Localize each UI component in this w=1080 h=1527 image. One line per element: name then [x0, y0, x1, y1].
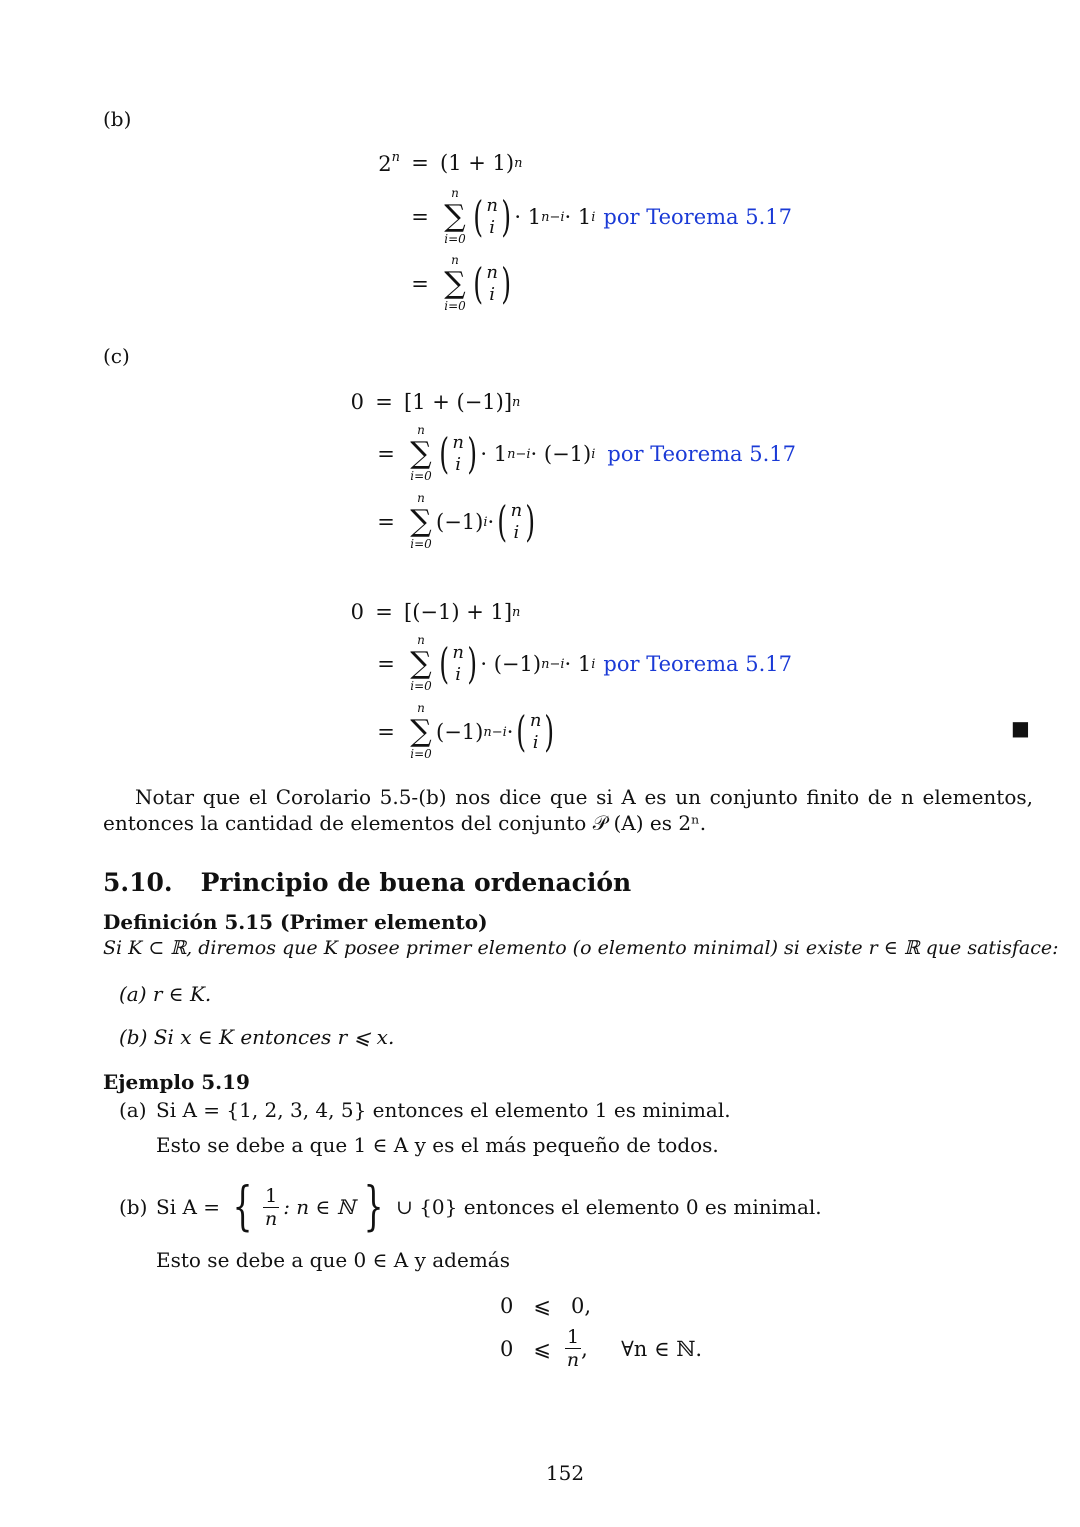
sum-upper: n [417, 423, 425, 437]
theorem-reference-link[interactable]: por Teorema 5.17 [603, 205, 793, 229]
eq-b-line-3 [400, 253, 514, 313]
eq-c2-line1-exp: n [512, 604, 521, 620]
sum-symbol: n ∑ i=0 [406, 717, 436, 747]
example-b-pre: Si A = [156, 1195, 221, 1219]
eq-c1-line1-text: [1 + (−1)] [404, 390, 513, 414]
sum-symbol: n ∑ i=0 [406, 439, 436, 469]
note-paragraph: Notar que el Corolario 5.5-(b) nos dice que si A es un conjunto finito de n elementos, entonces la cantidad de elementos del conjunto 𝒫 (A) es 2ⁿ. [103, 785, 1033, 835]
equals-sign: = [377, 720, 395, 744]
eq-c1-line3-text: (−1) [436, 510, 484, 534]
binomial-coefficient: ( n i ) [439, 429, 478, 478]
frac-numerator: 1 [265, 1184, 278, 1207]
eq-b-exp1: n−i [541, 209, 565, 225]
binomial-coefficient: ( n i ) [497, 497, 536, 546]
eq-c2-line3-dot: · [506, 720, 514, 744]
binom-top: n [529, 710, 542, 731]
section-number: 5.10. [103, 868, 173, 897]
eq-c1-line3-exp: i [483, 514, 488, 530]
part-c-label: (c) [103, 344, 130, 368]
frac-denominator: n [566, 1349, 580, 1371]
right-brace-icon: } [363, 1177, 384, 1237]
equals-sign: = [375, 390, 393, 414]
binom-top: n [510, 500, 523, 521]
eq-c2-line1-text: [(−1) + 1] [404, 600, 513, 624]
binom-top: n [452, 642, 464, 663]
frac-denominator: n [265, 1207, 278, 1230]
sum-upper: n [417, 633, 425, 647]
sum-upper: n [417, 701, 425, 715]
sum-symbol: n ∑ i=0 [406, 507, 436, 537]
binom-top: n [486, 195, 498, 216]
eq-c2-line-3 [366, 701, 558, 761]
theorem-reference-link[interactable]: por Teorema 5.17 [607, 442, 796, 466]
page-number: 152 [545, 1461, 585, 1485]
frac-numerator: 1 [566, 1326, 580, 1348]
binom-bottom: i [455, 454, 462, 475]
eq-c1-line-2 [366, 423, 796, 483]
eq-c1-line-3 [366, 491, 539, 551]
eq-c1-mid: · (−1) [530, 442, 592, 466]
sum-lower: i=0 [410, 747, 432, 761]
binomial-coefficient: ( n i ) [473, 192, 512, 241]
section-heading [103, 868, 631, 897]
eq-c2-mid: · 1 [564, 652, 592, 676]
eq-b-line2-text: · 1 [514, 205, 542, 229]
example-b-label: (b) [119, 1195, 148, 1219]
eq-c2-lhs: 0 [350, 600, 364, 624]
binom-top: n [486, 262, 498, 283]
eq-b-line1-text: (1 + 1) [440, 151, 515, 175]
eq-c2-exp2: i [591, 656, 596, 672]
eq-c2-exp1: n−i [541, 656, 565, 672]
sum-upper: n [451, 253, 459, 267]
example-heading: Ejemplo 5.19 [103, 1070, 250, 1094]
ineq2-post: , ∀n ∈ ℕ. [581, 1336, 703, 1361]
binomial-coefficient: ( n i ) [439, 639, 478, 688]
sum-upper: n [451, 186, 459, 200]
section-title: Principio de buena ordenación [200, 868, 632, 897]
binom-bottom: i [513, 522, 520, 543]
example-a-reason: Esto se debe a que 1 ∈ A y es el más pequeño de todos. [156, 1133, 719, 1157]
fraction-one-over-n [263, 1185, 279, 1230]
fraction-one-over-n [565, 1326, 581, 1371]
sum-lower: i=0 [410, 469, 432, 483]
binom-bottom: i [489, 217, 496, 238]
equals-sign: = [375, 600, 393, 624]
equals-sign: = [411, 272, 429, 296]
example-b-statement [156, 1172, 822, 1242]
eq-c1-lhs: 0 [350, 390, 364, 414]
eq-c1-exp2: i [591, 446, 596, 462]
definition-body: Si K ⊂ ℝ, diremos que K posee primer elemento (o elemento minimal) si existe r ∈ ℝ que satisface: [103, 937, 1059, 959]
definition-heading: Definición 5.15 (Primer elemento) [103, 910, 488, 934]
example-b-post: ∪ {0} entonces el elemento 0 es minimal. [396, 1195, 822, 1219]
sum-symbol: n ∑ i=0 [440, 269, 470, 299]
binomial-coefficient: ( n i ) [473, 259, 512, 308]
example-a-label: (a) [119, 1098, 147, 1122]
eq-c2-line3-text: (−1) [436, 720, 484, 744]
part-b-label: (b) [103, 107, 132, 131]
sum-lower: i=0 [444, 232, 466, 246]
binom-bottom: i [455, 664, 462, 685]
eq-b-lhs: 2 [378, 152, 392, 176]
eq-c1-line-1 [340, 390, 520, 414]
eq-c2-line-1 [340, 600, 520, 624]
example-a-text: Si A = {1, 2, 3, 4, 5} entonces el elemento 1 es minimal. [156, 1098, 731, 1122]
equals-sign: = [377, 510, 395, 534]
definition-item-b: (b) Si x ∈ K entonces r ⩽ x. [119, 1025, 395, 1049]
sum-symbol: n ∑ i=0 [406, 649, 436, 679]
eq-b-line1-exp: n [514, 155, 523, 171]
ineq2-pre: 0 ⩽ [500, 1336, 551, 1361]
equals-sign: = [411, 151, 429, 175]
eq-b-line-2 [400, 186, 793, 246]
eq-b-line-1 [362, 150, 522, 176]
eq-b-exp2: i [591, 209, 596, 225]
eq-c1-line2-text: · 1 [480, 442, 508, 466]
eq-c2-line2-text: · (−1) [480, 652, 542, 676]
binom-bottom: i [532, 732, 539, 753]
eq-c1-line3-dot: · [487, 510, 495, 534]
inequality-line-2 [500, 1326, 702, 1371]
sum-symbol: n ∑ i=0 [440, 202, 470, 232]
eq-c1-exp1: n−i [507, 446, 531, 462]
eq-b-mid: · 1 [564, 205, 592, 229]
eq-c2-line-2 [366, 633, 792, 693]
theorem-reference-link[interactable]: por Teorema 5.17 [603, 652, 792, 676]
example-b-set-rest: : n ∈ ℕ [283, 1195, 355, 1219]
equals-sign: = [377, 652, 395, 676]
binom-top: n [452, 432, 464, 453]
eq-b-lhs-exp: n [391, 150, 400, 165]
left-brace-icon: { [232, 1177, 253, 1237]
eq-c1-line1-exp: n [512, 394, 521, 410]
example-b-reason: Esto se debe a que 0 ∈ A y además [156, 1248, 510, 1272]
binom-bottom: i [489, 284, 496, 305]
definition-item-a: (a) r ∈ K. [119, 982, 212, 1006]
qed-square-icon: ■ [1011, 716, 1030, 740]
sum-upper: n [417, 491, 425, 505]
equals-sign: = [377, 442, 395, 466]
sum-lower: i=0 [410, 679, 432, 693]
inequality-line-1: 0 ⩽ 0, [500, 1294, 592, 1318]
sum-lower: i=0 [410, 537, 432, 551]
eq-c2-line3-exp: n−i [483, 724, 507, 740]
equals-sign: = [411, 205, 429, 229]
binomial-coefficient: ( n i ) [516, 707, 555, 756]
sum-lower: i=0 [444, 299, 466, 313]
